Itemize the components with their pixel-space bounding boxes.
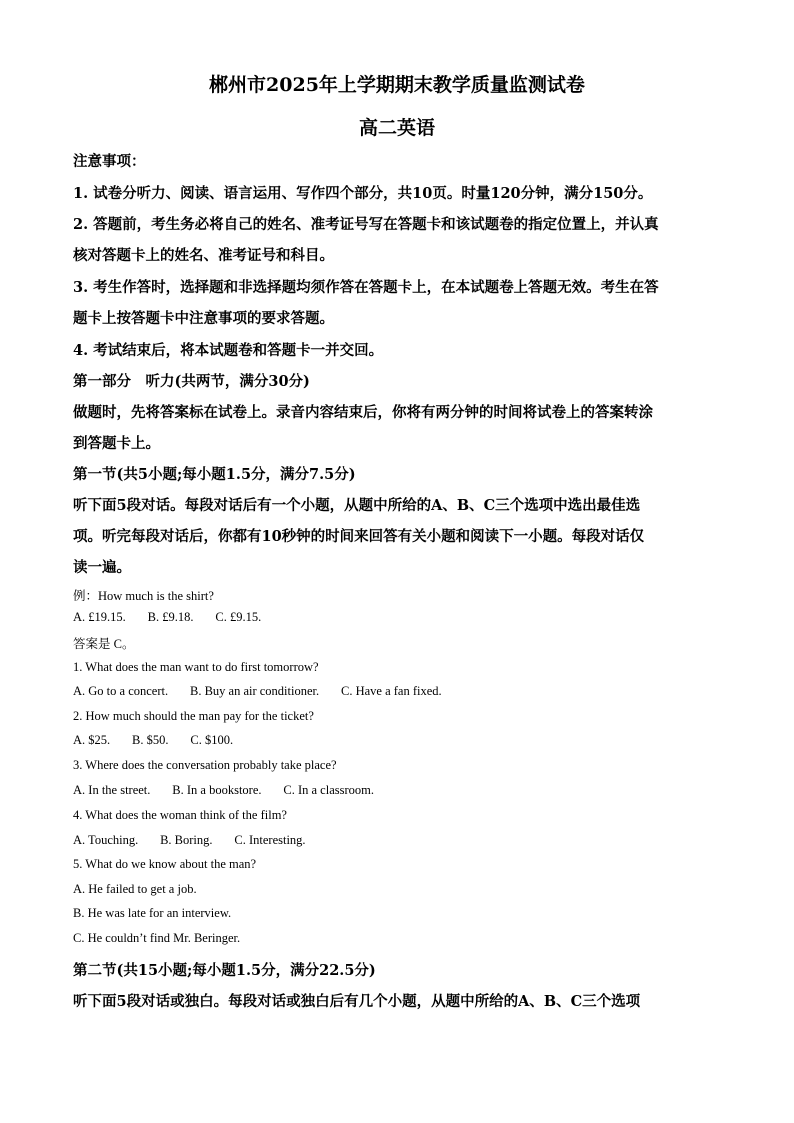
example-answer: 答案是 C。 xyxy=(73,637,135,651)
notice-item: 3. 考生作答时，选择题和非选择题均须作答在答题卡上，在本试题卷上答题无效。考生在答 xyxy=(73,279,659,296)
example-options: A. £19.15. B. £9.18. C. £9.15. xyxy=(73,610,262,624)
exam-title: 郴州市2025年上学期期末教学质量监测试卷 xyxy=(209,74,585,96)
notice-item: 1. 试卷分听力、阅读、语言运用、写作四个部分，共10页。时量120分钟，满分150分。 xyxy=(73,185,653,202)
part1-instruction: 做题时，先将答案标在试卷上。录音内容结束后，你将有两分钟的时间将试卷上的答案转涂 xyxy=(73,404,653,421)
question-5: 5. What do we know about the man? xyxy=(73,857,257,871)
question-5-option-a: A. He failed to get a job. xyxy=(73,882,197,896)
section1-instruction: 听下面5段对话。每段对话后有一个小题，从题中所给的A、B、C三个选项中选出最佳选 xyxy=(73,497,641,514)
section2-instruction: 听下面5段对话或独白。每段对话或独白后有几个小题，从题中所给的A、B、C三个选项 xyxy=(73,993,641,1010)
section1-instruction: 项。听完每段对话后，你都有10秒钟的时间来回答有关小题和阅读下一小题。每段对话仅 xyxy=(73,528,645,545)
example-question: 例：How much is the shirt? xyxy=(73,589,214,603)
notice-item: 4. 考试结束后，将本试题卷和答题卡一并交回。 xyxy=(73,342,384,359)
question-4-options: A. Touching. B. Boring. C. Interesting. xyxy=(73,833,306,847)
question-2: 2. How much should the man pay for the ticket? xyxy=(73,709,314,723)
question-1: 1. What does the man want to do first tomorrow? xyxy=(73,660,319,674)
question-2-options: A. $25. B. $50. C. $100. xyxy=(73,733,234,747)
notice-item: 核对答题卡上的姓名、准考证号和科目。 xyxy=(73,247,334,264)
question-5-option-c: C. He couldn’t find Mr. Beringer. xyxy=(73,931,241,945)
exam-subtitle: 高二英语 xyxy=(358,117,435,139)
notice-item: 题卡上按答题卡中注意事项的要求答题。 xyxy=(73,310,334,327)
question-1-options: A. Go to a concert. B. Buy an air conditioner. C. Have a fan fixed. xyxy=(73,684,442,698)
question-5-option-b: B. He was late for an interview. xyxy=(73,906,232,920)
part1-instruction: 到答题卡上。 xyxy=(73,435,160,452)
notice-item: 2. 答题前，考生务必将自己的姓名、准考证号写在答题卡和该试题卷的指定位置上，并认真 xyxy=(73,216,659,233)
section1-instruction: 读一遍。 xyxy=(73,559,131,576)
question-3-options: A. In the street. B. In a bookstore. C. In a classroom. xyxy=(73,783,374,797)
question-3: 3. Where does the conversation probably take place? xyxy=(73,758,337,772)
section2-heading: 第二节(共15小题;每小题1.5分，满分22.5分) xyxy=(73,962,376,979)
question-4: 4. What does the woman think of the film? xyxy=(73,808,287,822)
notice-heading: 注意事项： xyxy=(73,153,146,170)
part1-heading: 第一部分 听力(共两节，满分30分) xyxy=(73,373,310,390)
section1-heading: 第一节(共5小题;每小题1.5分，满分7.5分) xyxy=(73,466,356,483)
